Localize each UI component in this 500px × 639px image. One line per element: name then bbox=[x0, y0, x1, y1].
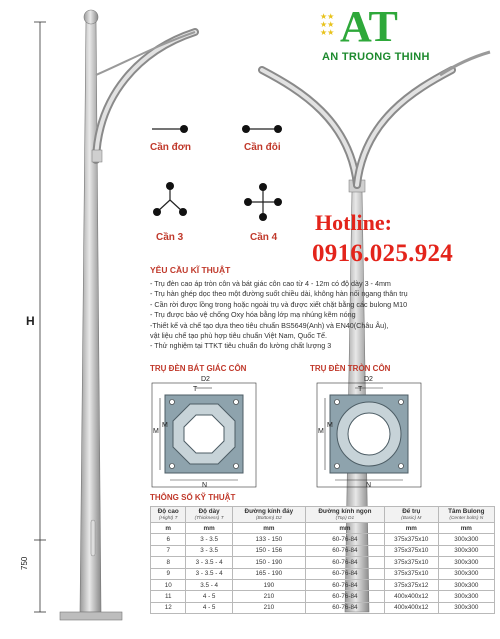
arm-triple-label: Cần 3 bbox=[156, 232, 184, 243]
arm-single-icon bbox=[152, 125, 188, 133]
specs-header-cell: Độ cao (Hight) T bbox=[151, 507, 186, 523]
octagon-d2-label: D2 bbox=[201, 376, 210, 383]
table-cell: 300x300 bbox=[438, 534, 494, 545]
specs-header-cell: Đường kính ngọn (Top) D1 bbox=[305, 507, 384, 523]
specs-unit-row bbox=[151, 523, 495, 534]
octagon-m-label-2: M bbox=[162, 422, 168, 429]
table-cell: 11 bbox=[151, 591, 186, 602]
bolt-hole bbox=[399, 400, 404, 405]
table-cell: 210 bbox=[232, 591, 305, 602]
table-cell: 300x300 bbox=[438, 579, 494, 590]
table-cell: 3.5 - 4 bbox=[186, 579, 232, 590]
table-cell: 60-76-84 bbox=[305, 568, 384, 579]
height-dimension bbox=[34, 22, 46, 612]
round-d2-label: D2 bbox=[364, 376, 373, 383]
table-cell: 300x300 bbox=[438, 568, 494, 579]
requirements-list bbox=[150, 279, 495, 352]
pole-base-plate bbox=[60, 612, 122, 620]
round-n-label: N bbox=[366, 482, 372, 489]
table-cell: 133 - 150 bbox=[232, 534, 305, 545]
specs-unit-cell: mm bbox=[186, 523, 232, 534]
requirement-item: -Thiết kế và chế tạo dựa theo tiêu chuẩn BS5649(Anh) và EN40(Châu Âu), bbox=[150, 320, 389, 330]
bolt-hole bbox=[335, 464, 340, 469]
table-cell: 400x400x12 bbox=[385, 591, 439, 602]
requirement-item: - Trụ được bảo vệ chống Oxy hóa bằng lớp mạ nhúng kẽm nóng bbox=[150, 310, 356, 320]
bolt-hole bbox=[170, 400, 175, 405]
specs-header-cell: Đế trụ (Basic) M bbox=[385, 507, 439, 523]
table-row bbox=[151, 557, 495, 568]
requirement-item: - Cần rời được lồng trong hoặc ngoài trụ và được xiết chặt bằng các bulong M10 bbox=[150, 299, 408, 309]
specs-unit-cell: mm bbox=[232, 523, 305, 534]
arm-double-icon bbox=[242, 125, 282, 133]
arm-sleeve bbox=[92, 150, 102, 162]
table-cell: 7 bbox=[151, 545, 186, 556]
table-cell: 375x375x12 bbox=[385, 579, 439, 590]
table-row bbox=[151, 591, 495, 602]
bolt-hole bbox=[234, 464, 239, 469]
octagon-t-label: T bbox=[193, 386, 198, 393]
table-cell: 375x375x10 bbox=[385, 568, 439, 579]
hotline-number[interactable]: 0916.025.924 bbox=[312, 240, 454, 267]
table-cell: 400x400x12 bbox=[385, 602, 439, 613]
requirement-item: - Trụ đèn cao áp tròn côn và bát giác côn cao từ 4 - 12m có độ dày 3 - 4mm bbox=[150, 279, 391, 288]
table-row bbox=[151, 602, 495, 613]
table-row bbox=[151, 568, 495, 579]
table-cell: 210 bbox=[232, 602, 305, 613]
table-cell: 6 bbox=[151, 534, 186, 545]
table-cell: 60-76-84 bbox=[305, 591, 384, 602]
table-cell: 3 - 3.5 bbox=[186, 545, 232, 556]
table-cell: 150 - 156 bbox=[232, 545, 305, 556]
round-m-label: M bbox=[318, 428, 324, 435]
round-t-label: T bbox=[358, 386, 363, 393]
table-cell: 60-76-84 bbox=[305, 545, 384, 556]
table-cell: 60-76-84 bbox=[305, 602, 384, 613]
star-icon: ★★ bbox=[320, 28, 335, 37]
arm-quad-label: Cần 4 bbox=[250, 232, 278, 243]
requirements-title: YÊU CẦU KĨ THUẬT bbox=[150, 265, 231, 275]
logo-company-name: AN TRUONG THINH bbox=[322, 51, 430, 63]
octagon-n-label: N bbox=[202, 482, 208, 489]
bolt-hole bbox=[170, 464, 175, 469]
height-label: H bbox=[26, 314, 35, 328]
round-base-title: TRỤ ĐÈN TRÒN CÔN bbox=[310, 364, 391, 373]
octagon-m-label: M bbox=[153, 428, 159, 435]
round-base-drawing bbox=[317, 383, 421, 487]
table-cell: 8 bbox=[151, 557, 186, 568]
requirement-item: vật liệu chế tạo phù hợp tiêu chuẩn Việt Nam, Quốc Tế. bbox=[150, 331, 328, 341]
specs-header-row bbox=[151, 507, 495, 523]
specs-table bbox=[150, 506, 495, 614]
table-cell: 190 bbox=[232, 579, 305, 590]
specs-header-cell: Đường kính đáy (Bottom) D2 bbox=[232, 507, 305, 523]
round-m-label-2: M bbox=[327, 422, 333, 429]
table-cell: 60-76-84 bbox=[305, 534, 384, 545]
pole-door bbox=[91, 520, 95, 556]
arm-double-label: Cần đôi bbox=[244, 142, 281, 153]
table-cell: 12 bbox=[151, 602, 186, 613]
arm-triple-icon bbox=[153, 182, 187, 216]
octagon-base-title: TRỤ ĐÈN BÁT GIÁC CÔN bbox=[150, 364, 247, 373]
arm-quad-icon bbox=[244, 183, 282, 221]
specs-title: THÔNG SỐ KỸ THUẬT bbox=[150, 493, 236, 502]
table-cell: 300x300 bbox=[438, 591, 494, 602]
table-cell: 375x375x10 bbox=[385, 534, 439, 545]
table-cell: 60-76-84 bbox=[305, 579, 384, 590]
table-cell: 3 - 3.5 bbox=[186, 534, 232, 545]
arm-single-label: Cần đơn bbox=[150, 142, 191, 153]
bolt-hole bbox=[335, 400, 340, 405]
requirement-item: - Thử nghiệm tại TTKT tiêu chuẩn đo lường chất lượng 3 bbox=[150, 341, 332, 351]
specs-header-cell: Độ dày (Thickness) T bbox=[186, 507, 232, 523]
table-cell: 300x300 bbox=[438, 545, 494, 556]
specs-unit-cell: mm bbox=[385, 523, 439, 534]
bolt-hole bbox=[234, 400, 239, 405]
specs-header-cell: Tâm Bulong (Center bolts) N bbox=[438, 507, 494, 523]
table-cell: 3 - 3.5 - 4 bbox=[186, 568, 232, 579]
base-height-label: 750 bbox=[20, 556, 29, 570]
star-icon: ★★ bbox=[320, 20, 335, 29]
table-row bbox=[151, 579, 495, 590]
table-cell: 150 - 190 bbox=[232, 557, 305, 568]
table-cell: 375x375x10 bbox=[385, 545, 439, 556]
requirement-item: - Trụ hàn ghép dọc theo một đường suốt chiều dài, không hàn nối ngang thân trụ bbox=[150, 289, 408, 299]
table-cell: 300x300 bbox=[438, 602, 494, 613]
specs-unit-cell: mm bbox=[305, 523, 384, 534]
table-cell: 9 bbox=[151, 568, 186, 579]
table-cell: 165 - 190 bbox=[232, 568, 305, 579]
table-row bbox=[151, 545, 495, 556]
table-cell: 4 - 5 bbox=[186, 602, 232, 613]
table-cell: 10 bbox=[151, 579, 186, 590]
table-cell: 60-76-84 bbox=[305, 557, 384, 568]
hotline-label: Hotline: bbox=[315, 210, 392, 235]
pole-finial bbox=[84, 10, 98, 24]
table-row bbox=[151, 534, 495, 545]
octagon-base-drawing bbox=[152, 383, 256, 487]
specs-unit-cell: mm bbox=[438, 523, 494, 534]
table-cell: 375x375x10 bbox=[385, 557, 439, 568]
bolt-hole bbox=[399, 464, 404, 469]
table-cell: 3 - 3.5 - 4 bbox=[186, 557, 232, 568]
table-cell: 300x300 bbox=[438, 557, 494, 568]
table-cell: 4 - 5 bbox=[186, 591, 232, 602]
logo-mark: AT bbox=[340, 2, 398, 51]
star-icon: ★★ bbox=[320, 12, 335, 21]
specs-unit-cell: m bbox=[151, 523, 186, 534]
